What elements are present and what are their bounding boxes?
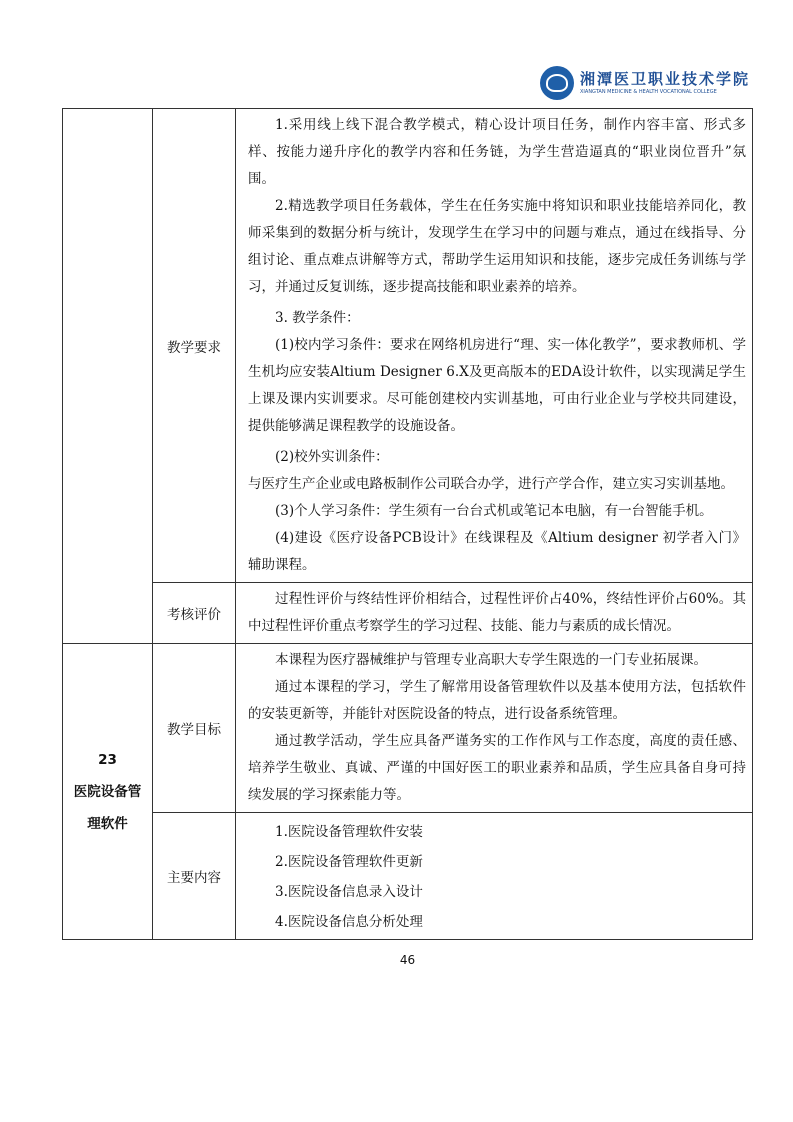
table-row <box>63 813 753 940</box>
paragraph: 3.医院设备信息录入设计 <box>275 884 423 900</box>
course-name-line2: 理软件 <box>87 815 128 832</box>
table-row <box>63 583 753 644</box>
paragraph: (2)校外实训条件： <box>275 449 389 465</box>
table-row <box>63 644 753 813</box>
paragraph: (3)个人学习条件：学生须有一台台式机或笔记本电脑，有一台智能手机。 <box>275 503 713 519</box>
paragraph: 1.采用线上线下混合教学模式，精心设计项目任务，制作内容丰富、形式多样、按能力递升序化的教学内容和任务链，为学生营造逼真的“职业岗位晋升”氛围。 <box>248 117 746 187</box>
row-content <box>236 813 753 940</box>
course-number: 23 <box>98 751 117 768</box>
course-table <box>62 108 753 940</box>
row-label: 教学要求 <box>153 109 236 583</box>
row-content <box>236 109 753 583</box>
paragraph: (4)建设《医疗设备PCB设计》在线课程及《Altium designer 初学者入门》辅助课程。 <box>248 530 746 573</box>
paragraph: (1)校内学习条件：要求在网络机房进行“理、实一体化教学”，要求教师机、学生机均应安装Altium Designer 6.X及更高版本的EDA设计软件，以实现满足学生上课及课内实训要求。尽可能创建校内实训基地，可由行业企业与学校共同建设，提供能够满足课程教学的设施设备。 <box>248 337 746 434</box>
paragraph: 通过教学活动，学生应具备严谨务实的工作作风与工作态度，高度的责任感、培养学生敬业、真诚、严谨的中国好医工的职业素养和品质，学生应具备自身可持续发展的学习探索能力等。 <box>248 733 746 803</box>
course-cell-empty <box>63 109 153 644</box>
row-label: 考核评价 <box>153 583 236 644</box>
paragraph: 通过本课程的学习，学生了解常用设备管理软件以及基本使用方法，包括软件的安装更新等，并能针对医院设备的特点，进行设备系统管理。 <box>248 679 746 722</box>
row-content <box>236 583 753 644</box>
page-number: 46 <box>399 953 416 967</box>
logo-en: XIANGTAN MEDICINE & HEALTH VOCATIONAL COLLEGE <box>580 89 717 95</box>
paragraph: 4.医院设备信息分析处理 <box>275 914 423 930</box>
paragraph: 过程性评价与终结性评价相结合，过程性评价占40%，终结性评价占60%。其中过程性评价重点考察学生的学习过程、技能、能力与素质的成长情况。 <box>248 591 746 634</box>
table-row <box>63 109 753 583</box>
paragraph: 1.医院设备管理软件安装 <box>275 824 423 840</box>
course-name-cell <box>63 644 153 940</box>
college-logo <box>540 66 750 100</box>
paragraph: 2.精选教学项目任务载体，学生在任务实施中将知识和职业技能培养同化，教师采集到的数据分析与统计，发现学生在学习中的问题与难点，通过在线指导、分组讨论、重点难点讲解等方式，帮助学生运用知识和技能，逐步完成任务训练与学习，并通过反复训练，逐步提高技能和职业素养的培养。 <box>248 198 746 295</box>
paragraph: 3. 教学条件： <box>275 310 360 326</box>
row-content <box>236 644 753 813</box>
logo-cn: 湘潭医卫职业技术学院 <box>580 70 751 88</box>
page-content <box>62 108 753 968</box>
row-label: 教学目标 <box>153 644 236 813</box>
row-label: 主要内容 <box>153 813 236 940</box>
college-seal-icon <box>540 66 574 100</box>
paragraph: 2.医院设备管理软件更新 <box>275 854 423 870</box>
course-name-line1: 医院设备管 <box>73 783 142 800</box>
paragraph: 与医疗生产企业或电路板制作公司联合办学，进行产学合作，建立实习实训基地。 <box>248 476 734 492</box>
paragraph: 本课程为医疗器械维护与管理专业高职大专学生限选的一门专业拓展课。 <box>275 652 707 668</box>
